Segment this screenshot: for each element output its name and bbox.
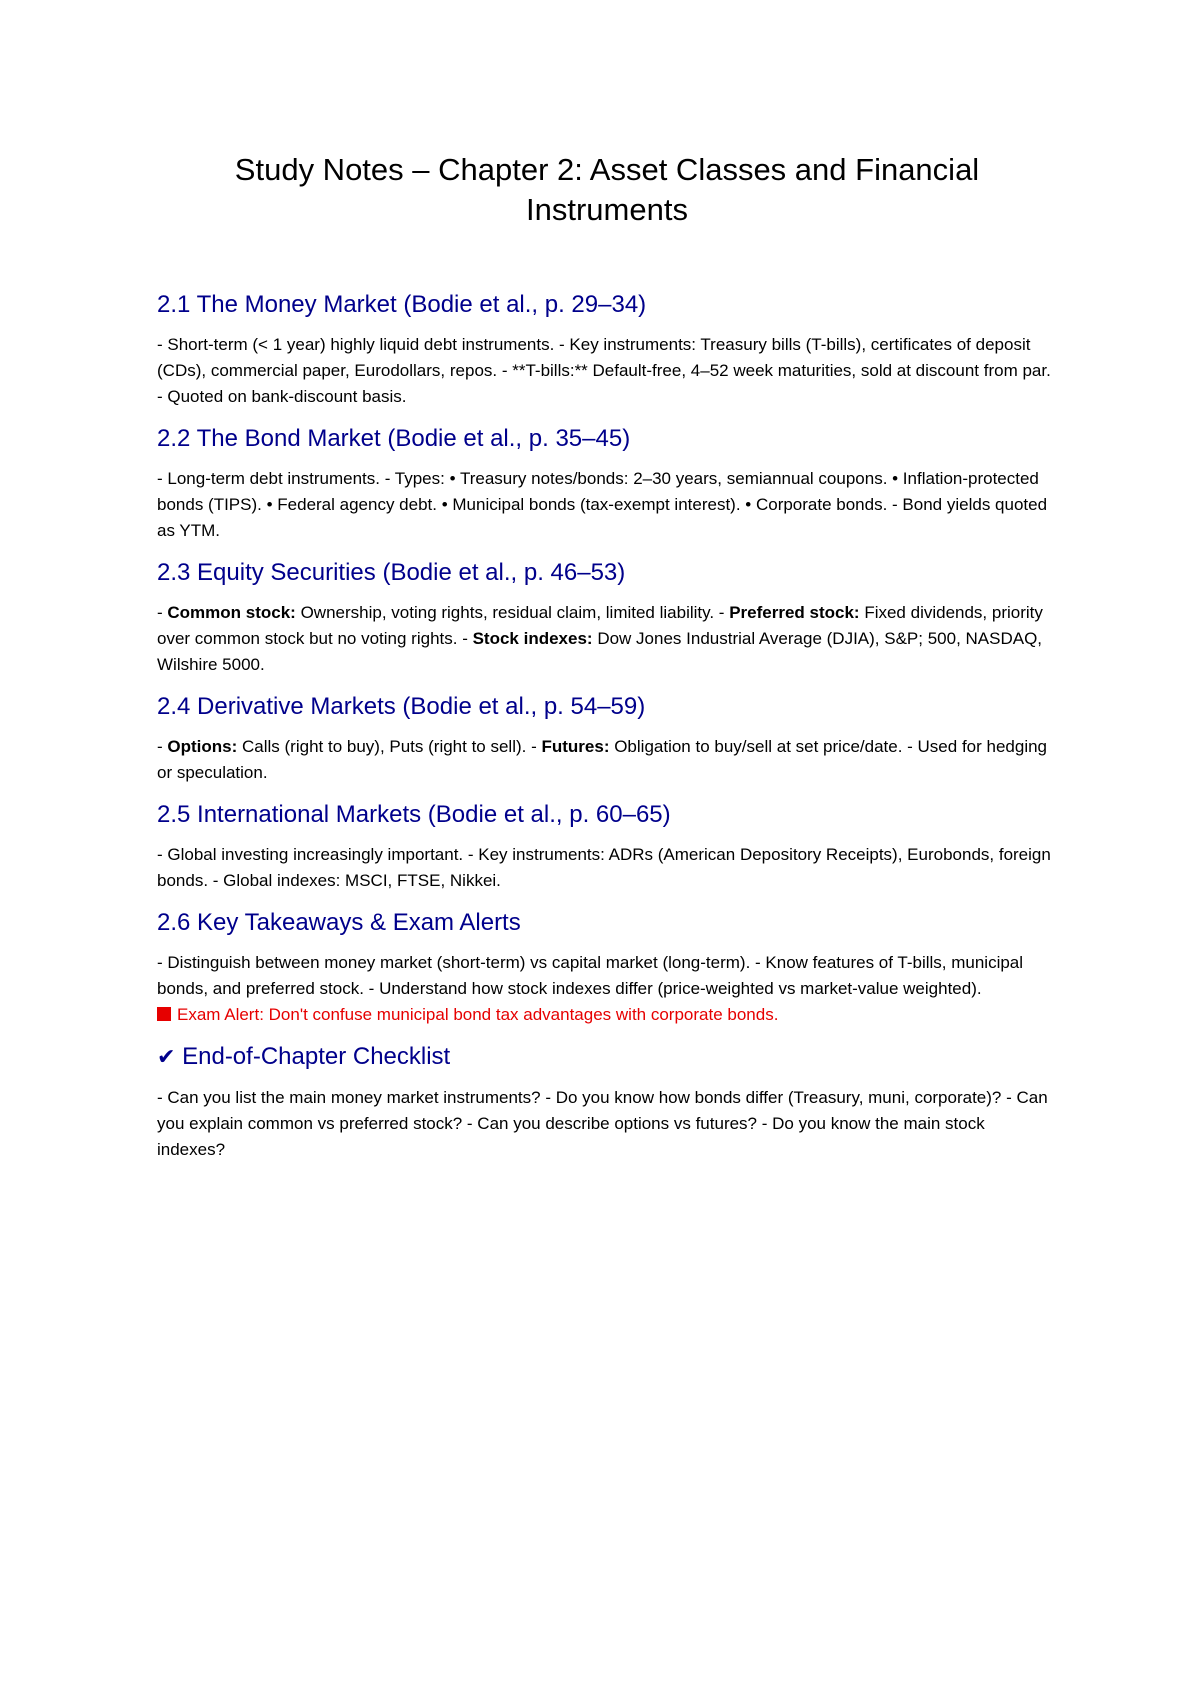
section-body: - Long-term debt instruments. - Types: • Treasury notes/bonds: 2–30 years, semiannual coupons. • Inflation-protected bonds (TIPS). • Federal agency debt. • Municipal bonds (tax-exempt interest). • Corporate bonds. - Bond yields quoted as YTM. — [157, 469, 1048, 540]
preferred-stock-label: Preferred stock: — [729, 603, 860, 622]
stock-indexes-label: Stock indexes: — [472, 629, 593, 648]
section-key-takeaways — [157, 908, 1057, 1028]
preferred-stock-text: Fixed dividends, priority over common stock but no voting rights. - — [157, 603, 1043, 648]
section-heading: 2.3 Equity Securities (Bodie et al., p. 46–53) — [157, 559, 626, 586]
section-heading: 2.4 Derivative Markets (Bodie et al., p. 54–59) — [157, 693, 646, 720]
section-derivative-markets — [157, 692, 1057, 786]
section-heading: 2.1 The Money Market (Bodie et al., p. 29–34) — [157, 291, 647, 318]
common-stock-label: Common stock: — [167, 603, 296, 622]
exam-alert-text: Exam Alert: Don't confuse municipal bond tax advantages with corporate bonds. — [177, 1005, 779, 1024]
section-heading: 2.5 International Markets (Bodie et al., p. 60–65) — [157, 801, 671, 828]
section-body: - Common stock: Ownership, voting rights, residual claim, limited liability. - Preferred stock: Fixed dividends, priority over common stock but no voting rights. - Stock indexes: Dow Jones Industrial Average (DJIA), S&P; 500, NASDAQ, Wilshire 5000. — [157, 603, 1043, 674]
document-page — [157, 150, 1057, 1177]
section-body: - Distinguish between money market (short-term) vs capital market (long-term). - Know features of T-bills, municipal bonds, and preferred stock. - Understand how stock indexes differ (price-weighted vs market-value weighted). — [157, 953, 1024, 998]
section-body: - Can you list the main money market instruments? - Do you know how bonds differ (Treasury, muni, corporate)? - Can you explain common vs preferred stock? - Can you describe options vs futures? - Do you know the main stock indexes? — [157, 1088, 1048, 1159]
futures-label: Futures: — [541, 737, 610, 756]
section-equity-securities — [157, 558, 1057, 678]
section-bond-market — [157, 424, 1057, 544]
section-heading: 2.2 The Bond Market (Bodie et al., p. 35–45) — [157, 425, 631, 452]
red-square-icon — [157, 1007, 171, 1021]
section-money-market — [157, 290, 1057, 410]
exam-alert — [157, 1002, 1057, 1028]
common-stock-text: Ownership, voting rights, residual claim, limited liability. - — [295, 603, 730, 622]
checkmark-icon: ✔ — [157, 1045, 176, 1070]
stock-indexes-text: Dow Jones Industrial Average (DJIA), S&P; 500, NASDAQ, Wilshire 5000. — [157, 629, 1043, 674]
checklist-heading-text: End-of-Chapter Checklist — [182, 1043, 451, 1070]
section-body: - Options: Calls (right to buy), Puts (right to sell). - Futures: Obligation to buy/sell at set price/date. - Used for hedging or speculation. — [157, 737, 1048, 782]
options-label: Options: — [167, 737, 238, 756]
page-title: Study Notes – Chapter 2: Asset Classes and Financial Instruments — [234, 152, 980, 227]
options-text: Calls (right to buy), Puts (right to sell). - — [237, 737, 542, 756]
section-international-markets — [157, 800, 1057, 894]
section-checklist — [157, 1042, 1057, 1163]
section-heading: 2.6 Key Takeaways & Exam Alerts — [157, 909, 521, 936]
futures-text: Obligation to buy/sell at set price/date. - Used for hedging or speculation. — [157, 737, 1048, 782]
section-body: - Short-term (< 1 year) highly liquid debt instruments. - Key instruments: Treasury bills (T-bills), certificates of deposit (CDs), commercial paper, Eurodollars, repos. - **T-bills:** Default-free, 4–52 week maturities, sold at discount from par. - Quoted on bank-discount basis. — [157, 335, 1051, 406]
section-heading — [157, 1042, 1057, 1073]
section-body: - Global investing increasingly important. - Key instruments: ADRs (American Depository Receipts), Eurobonds, foreign bonds. - Global indexes: MSCI, FTSE, Nikkei. — [157, 845, 1051, 890]
